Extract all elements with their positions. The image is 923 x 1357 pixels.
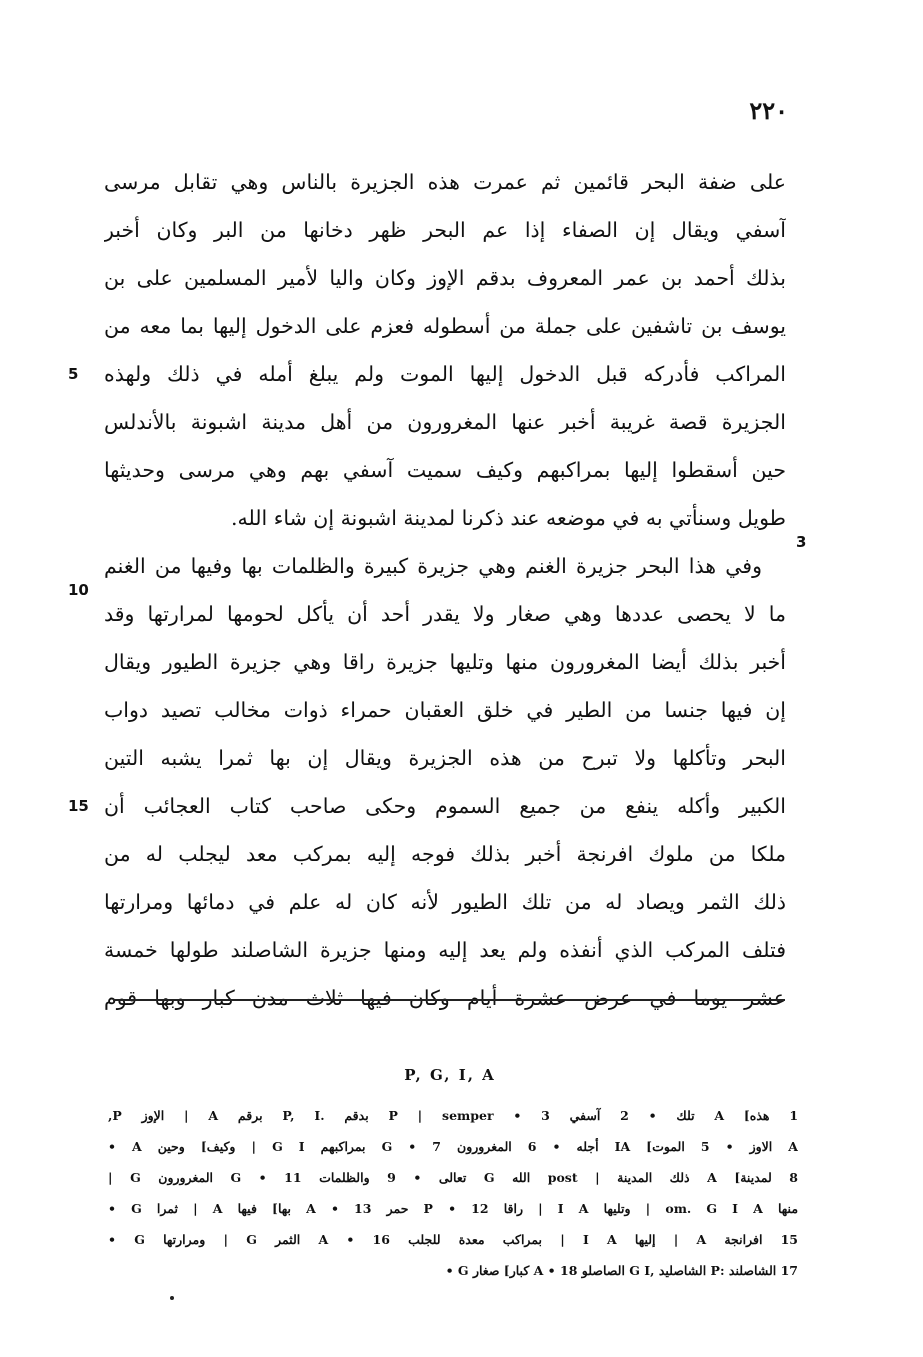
text-line: ما لا يحصى عددها وهي صغار ولا يقدر أحد أن يأكل لحومها لمرارتها وقد xyxy=(104,602,786,626)
text-line: على ضفة البحر قائمين ثم عمرت هذه الجزيرة بالناس وهي تقابل مرسى xyxy=(104,170,786,194)
apparatus-line: 1 هذه] A تلك • 2 آسفي P | semper • 3 بدقم .P, I برقم A | الإوز P, xyxy=(108,1108,798,1123)
critical-apparatus xyxy=(108,1100,798,1286)
text-line: أخبر بذلك أيضا المغرورون منها وتليها جزيرة راقا وهي جزيرة الطيور ويقال xyxy=(104,650,786,674)
apparatus-line: منها om. G I A | وتليها I A | راقا P • 12 حمر A • 13 بها] فيها A | ثمرا G • xyxy=(108,1201,798,1216)
page-number: ٢٢٠ xyxy=(749,96,788,125)
text-line: يوسف بن تاشفين على جملة من أسطوله فعزم على الدخول إليها بما معه من xyxy=(104,314,786,338)
footnote-rule xyxy=(113,999,785,1001)
ink-dot xyxy=(170,1296,174,1300)
text-line: بذلك أحمد بن عمر المعروف بدقم الإوز وكان واليا لأمير المسلمين على بن xyxy=(104,266,786,290)
text-line: عشر يوما في عرض عشرة أيام وكان فيها ثلاث مدن كبار وبها قوم xyxy=(104,986,786,1010)
text-line: الجزيرة قصة غريبة أخبر عنها المغرورون من أهل مدينة اشبونة بالأندلس xyxy=(104,410,786,434)
apparatus-line: 8 لمدينة] A ذلك المدينة | post الله G تعالى • 9 والظلمات G • 11 المغرورون G | xyxy=(108,1170,798,1185)
text-line: حين أسقطوا إليها بمراكبهم وكيف سميت آسفي بهم وهي مرسى وحديثها xyxy=(104,458,786,482)
text-line: الكبير وأكله ينفع من جميع السموم وحكى صاحب كتاب العجائب أن xyxy=(104,794,786,818)
text-line: ذلك الثمر ويصاد له من تلك الطيور لأنه كان له علم في دمائها ومرارتها xyxy=(104,890,786,914)
apparatus-line: 17 الشاصلند :P الشاصليد ,G I الصاصلو A • 18 كبار] صغار G • xyxy=(445,1263,798,1278)
text-line: ملكا من ملوك افرنجة أخبر بذلك فوجه إليه بمركب معد ليجلب له من xyxy=(104,842,786,866)
line-number-10: 10 xyxy=(68,581,89,599)
body-text xyxy=(104,158,786,1022)
text-line: طويل وسنأتي به في موضعه عند ذكرنا لمدينة اشبونة إن شاء الله. xyxy=(230,506,786,530)
line-number-5: 5 xyxy=(68,365,79,383)
text-line: البحر وتأكلها ولا تبرح من هذه الجزيرة ويقال إن بها ثمرا يشبه التين xyxy=(104,746,786,770)
text-line: فتلف المركب الذي أنفذه ولم يعد إليه ومنها جزيرة الشاصلند طولها خمسة xyxy=(104,938,786,962)
apparatus-line: 15 افرانجة A | إليها I A | بمراكب معدة للجلب A • 16 الثمر G | ومرارتها G • xyxy=(108,1232,798,1247)
manuscript-sigla: P, G, I, A xyxy=(404,1066,496,1084)
text-line: إن فيها جنسا من الطير في خلق العقبان حمراء ذوات مخالب تصيد دواب xyxy=(104,698,786,722)
text-line: وفي هذا البحر جزيرة الغنم وهي جزيرة كبيرة والظلمات بها وفيها من الغنم xyxy=(104,554,762,578)
text-line: المراكب فأدركه قبل الدخول إليها الموت ولم يبلغ أمله في ذلك ولهذه xyxy=(104,362,786,386)
line-number-15: 15 xyxy=(68,797,89,815)
text-line: آسفي ويقال إن الصفاء إذا عم البحر ظهر دخانها من البر وكان أخبر xyxy=(104,218,786,242)
apparatus-line: A الاوز • 5 الموت] IA أجله • 6 المغرورون G • 7 بمراكبهم G I | وكيف] وحين A • xyxy=(108,1139,798,1154)
section-marker: 3 xyxy=(796,533,807,551)
